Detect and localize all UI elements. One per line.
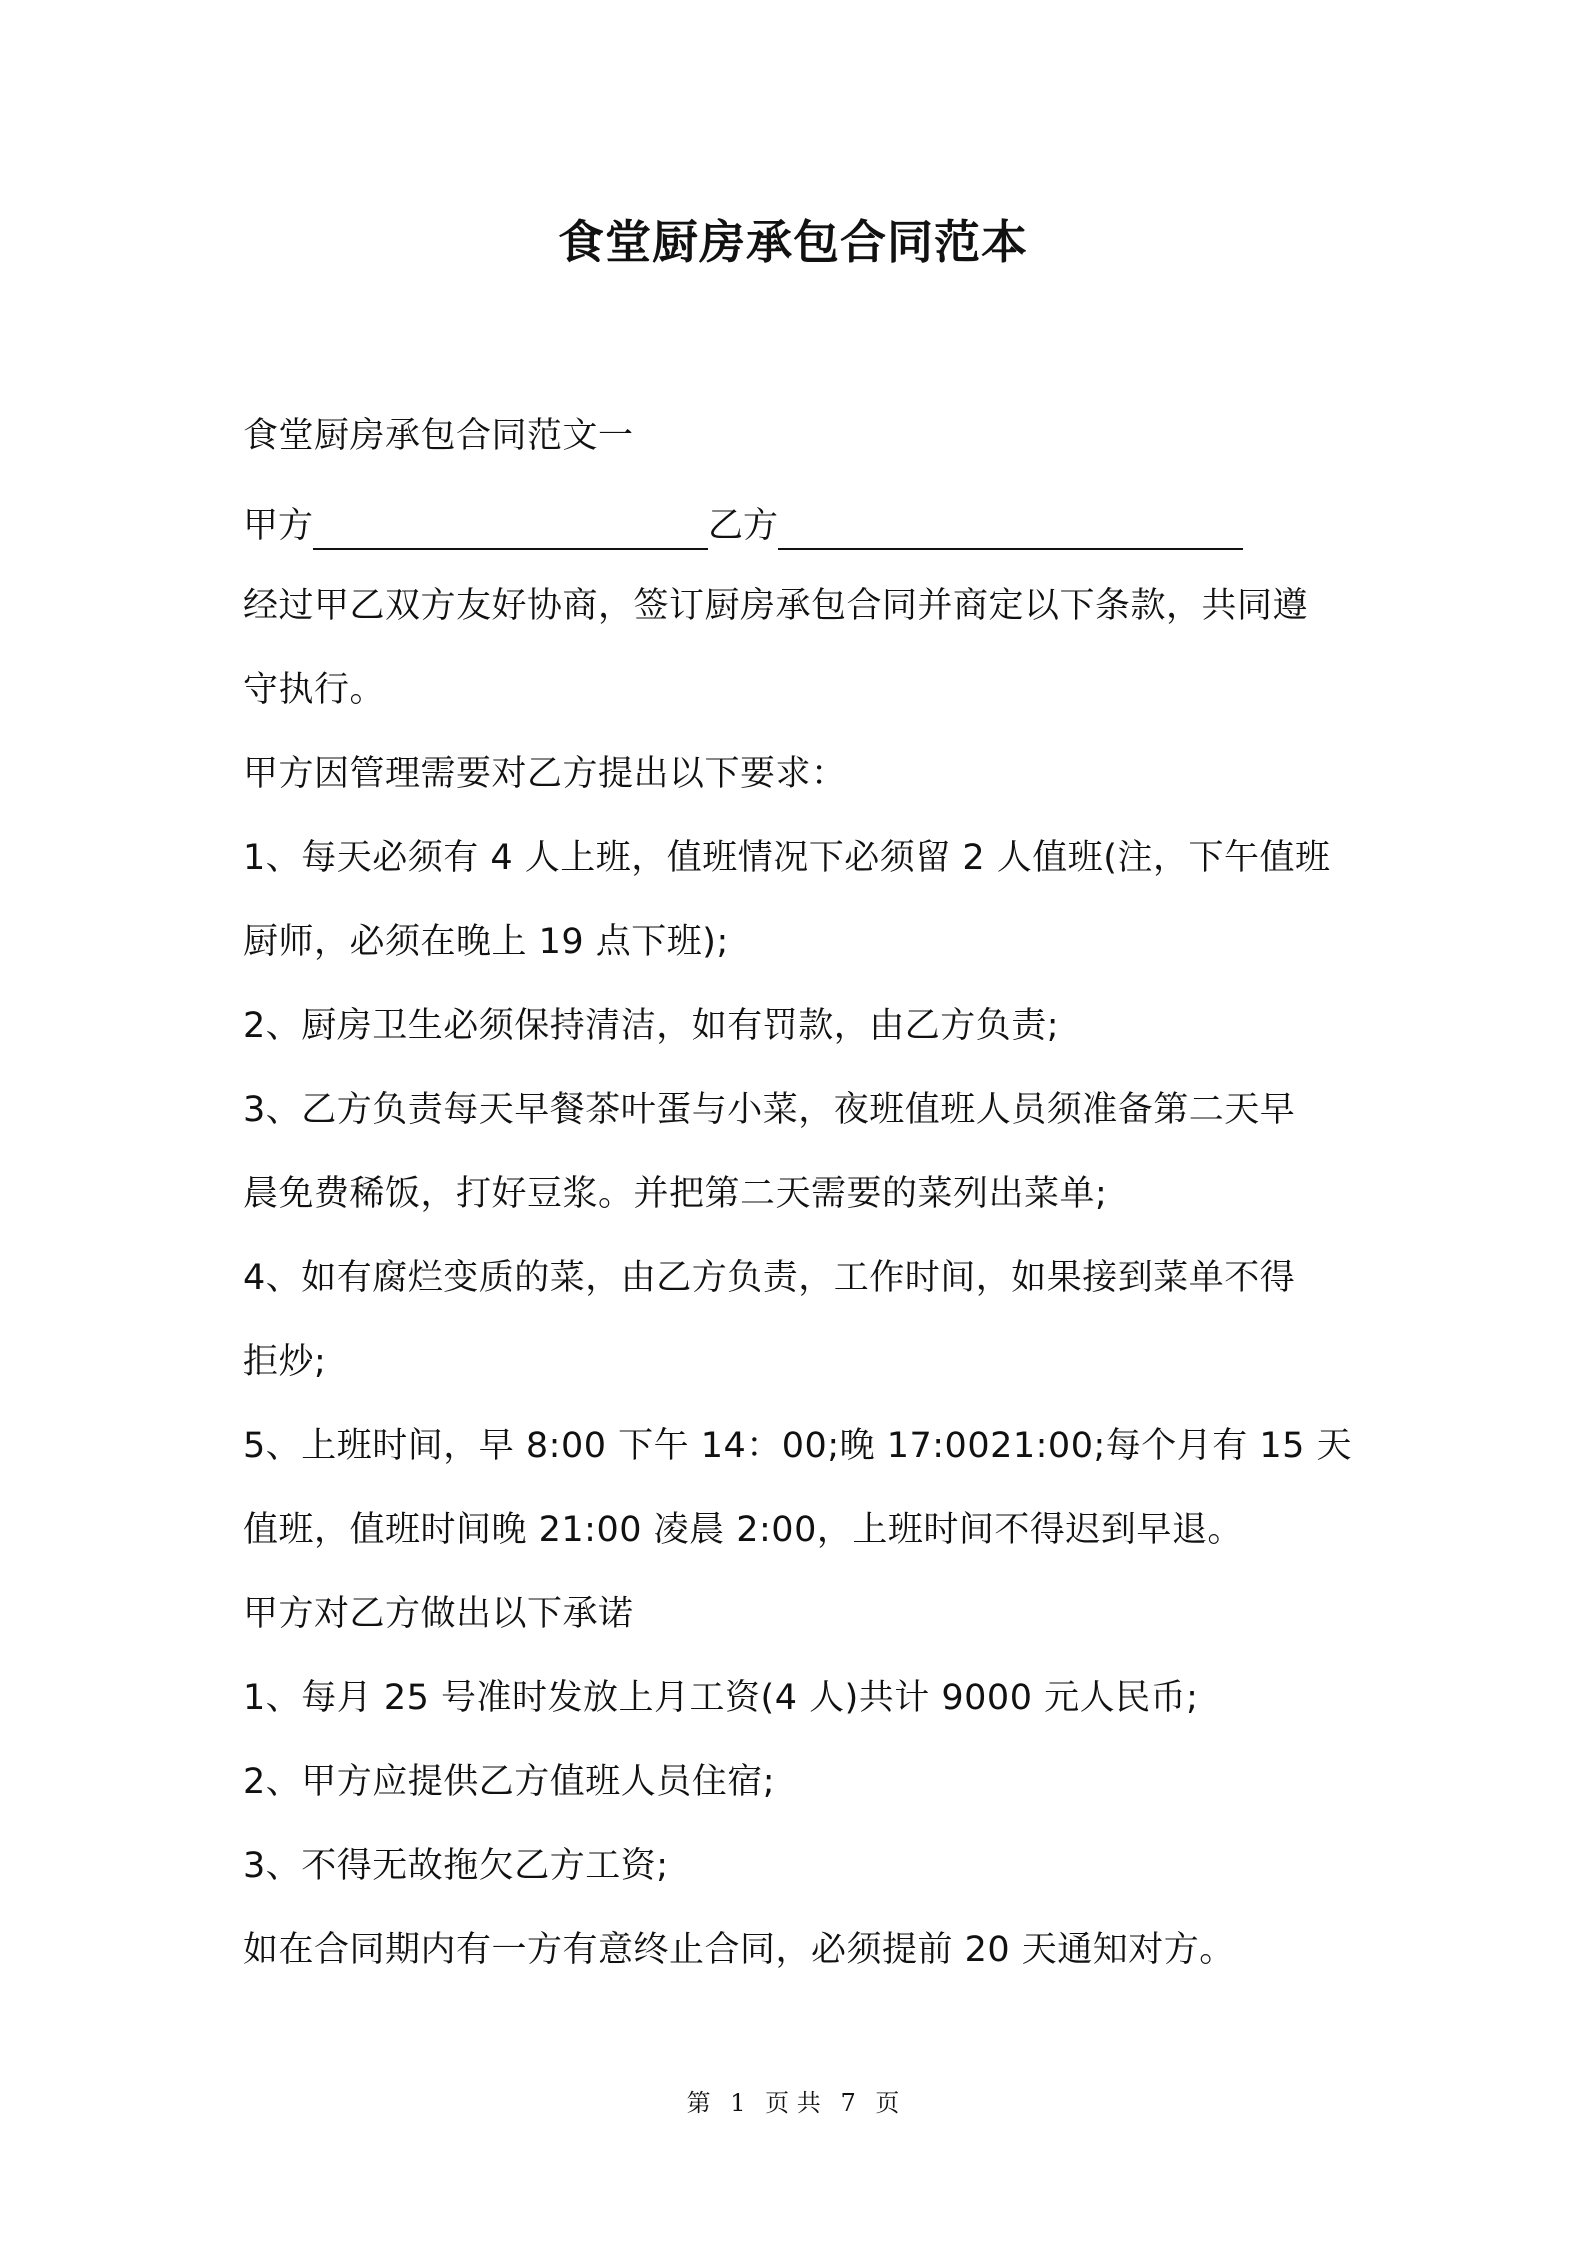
paragraph-line: 拒炒; [243, 1342, 327, 1382]
parties-line [243, 502, 1243, 550]
footer-prefix: 第 [686, 2089, 711, 2117]
document-title: 食堂厨房承包合同范本 [558, 215, 1028, 269]
party-a-label: 甲方 [243, 506, 314, 546]
paragraph-line: 守执行。 [243, 670, 386, 710]
footer-total-pages: 7 [840, 2089, 856, 2117]
party-b-label: 乙方 [708, 506, 779, 546]
paragraph-line: 1、每月 25 号准时发放上月工资(4 人)共计 9000 元人民币; [243, 1678, 1199, 1718]
paragraph-line: 2、厨房卫生必须保持清洁，如有罚款，由乙方负责; [243, 1006, 1060, 1046]
paragraph-line: 4、如有腐烂变质的菜，由乙方负责，工作时间，如果接到菜单不得 [243, 1258, 1296, 1298]
paragraph-line: 厨师，必须在晚上 19 点下班); [243, 922, 729, 962]
paragraph-line: 晨免费稀饭，打好豆浆。并把第二天需要的菜列出菜单; [243, 1174, 1108, 1214]
section-heading: 食堂厨房承包合同范文一 [243, 416, 634, 456]
footer-middle: 页 共 [765, 2089, 821, 2117]
page-footer [0, 2088, 1586, 2118]
paragraph-line: 经过甲乙双方友好协商，签订厨房承包合同并商定以下条款，共同遵 [243, 586, 1309, 626]
party-b-blank [778, 508, 1243, 550]
paragraph-line: 1、每天必须有 4 人上班，值班情况下必须留 2 人值班(注，下午值班 [243, 838, 1331, 878]
paragraph-line: 3、乙方负责每天早餐茶叶蛋与小菜，夜班值班人员须准备第二天早 [243, 1090, 1296, 1130]
paragraph-line: 2、甲方应提供乙方值班人员住宿; [243, 1762, 776, 1802]
paragraph-line: 甲方因管理需要对乙方提出以下要求： [243, 754, 847, 794]
paragraph-line: 如在合同期内有一方有意终止合同，必须提前 20 天通知对方。 [243, 1930, 1235, 1970]
paragraph-line: 5、上班时间，早 8:00 下午 14：00;晚 17:0021:00;每个月有 15 天 [243, 1426, 1353, 1466]
footer-current-page: 1 [730, 2089, 746, 2117]
footer-suffix: 页 [875, 2089, 900, 2117]
paragraph-line: 值班，值班时间晚 21:00 凌晨 2:00，上班时间不得迟到早退。 [243, 1510, 1243, 1550]
paragraph-line: 甲方对乙方做出以下承诺 [243, 1594, 634, 1634]
party-a-blank [313, 508, 708, 550]
paragraph-line: 3、不得无故拖欠乙方工资; [243, 1846, 669, 1886]
